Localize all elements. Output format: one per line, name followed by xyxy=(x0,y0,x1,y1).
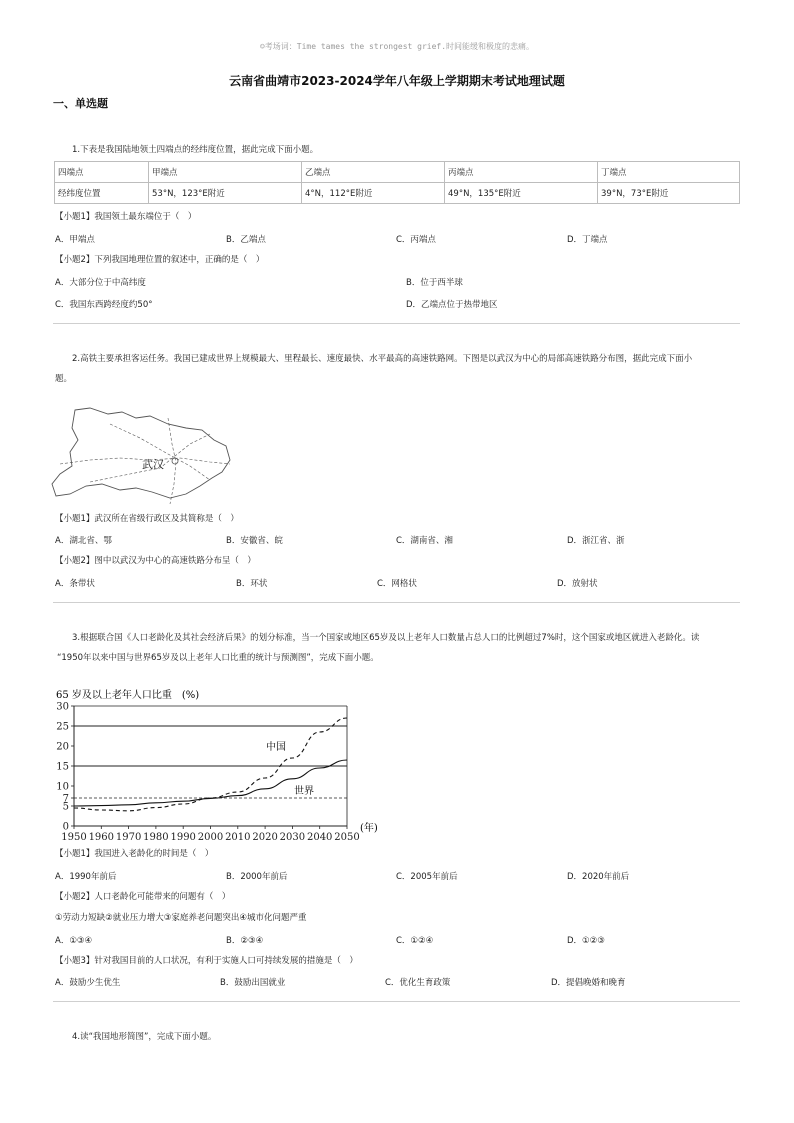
y-tick-label: 30 xyxy=(56,701,69,713)
q3-sub3-question: 【小题3】针对我国目前的人口状况，有利于实施人口可持续发展的措施是（ ） xyxy=(55,956,358,966)
chart-title: 65 岁及以上老年人口比重 (%) xyxy=(56,690,200,701)
q2-sub2-question: 【小题2】图中以武汉为中心的高速铁路分布呈（ ） xyxy=(55,556,256,566)
option-c[interactable]: C．我国东西跨经度约50° xyxy=(55,300,153,310)
table-cell: 39°N，73°E附近 xyxy=(598,183,740,204)
wuhan-marker xyxy=(172,458,178,464)
q3-stem-line1: 3.根据联合国《人口老龄化及其社会经济后果》的划分标准，当一个国家或地区65岁及以上老年人口数量占总人口的比例超过7%时，这个国家或地区就进入老龄化。读 xyxy=(72,633,700,643)
y-tick-label: 25 xyxy=(56,721,69,733)
x-axis-label: (年) xyxy=(360,823,378,834)
q1-stem: 1.下表是我国陆地领土四端点的经纬度位置，据此完成下面小题。 xyxy=(72,145,319,155)
divider xyxy=(53,602,740,603)
option-c[interactable]: C．丙端点 xyxy=(396,235,436,245)
option-b[interactable]: B．乙端点 xyxy=(226,235,266,245)
option-d[interactable]: D．提倡晚婚和晚育 xyxy=(551,978,626,988)
option-c[interactable]: C．湖南省、湘 xyxy=(396,536,453,546)
option-b[interactable]: B．2000年前后 xyxy=(226,872,288,882)
railway-diagonal xyxy=(110,424,210,480)
option-d[interactable]: D．丁端点 xyxy=(567,235,608,245)
x-tick-label: 1990 xyxy=(170,832,196,843)
x-tick-label: 2050 xyxy=(334,832,360,843)
series-label-world: 世界 xyxy=(294,786,314,797)
province-outline xyxy=(52,408,230,498)
table-cell: 丙端点 xyxy=(445,162,598,183)
option-d[interactable]: D．①②③ xyxy=(567,936,605,946)
q1-sub2-question: 【小题2】下列我国地理位置的叙述中，正确的是（ ） xyxy=(55,255,265,265)
table-cell: 经纬度位置 xyxy=(55,183,149,204)
q2-stem-line1: 2.高铁主要承担客运任务。我国已建成世界上规模最大、里程最长、速度最快、水平最高的高速铁路网。下图是以武汉为中心的局部高速铁路分布图，据此完成下面小 xyxy=(72,354,693,364)
option-b[interactable]: B．位于西半球 xyxy=(406,278,463,288)
x-tick-label: 2030 xyxy=(279,832,306,843)
y-tick-label: 20 xyxy=(56,741,69,753)
option-a[interactable]: A．条带状 xyxy=(55,579,95,589)
option-d[interactable]: D．放射状 xyxy=(557,579,598,589)
table-cell: 丁端点 xyxy=(598,162,740,183)
divider xyxy=(53,323,740,324)
q1-table xyxy=(54,161,740,204)
x-tick-label: 2000 xyxy=(197,832,224,843)
header-note: ☺考场词：Time tames the strongest grief.时间能缓和极度的悲痛。 xyxy=(259,42,535,51)
table-cell: 53°N，123°E附近 xyxy=(149,183,302,204)
table-cell: 乙端点 xyxy=(302,162,445,183)
option-c[interactable]: C．优化生育政策 xyxy=(385,978,451,988)
x-tick-label: 1980 xyxy=(143,832,169,843)
option-d[interactable]: D．乙端点位于热带地区 xyxy=(406,300,498,310)
option-b[interactable]: B．鼓励出国就业 xyxy=(220,978,286,988)
q2-stem-line2: 题。 xyxy=(55,374,73,384)
option-a[interactable]: A．大部分位于中高纬度 xyxy=(55,278,146,288)
option-b[interactable]: B．环状 xyxy=(236,579,268,589)
option-d[interactable]: D．2020年前后 xyxy=(567,872,630,882)
table-row xyxy=(55,183,740,204)
series-label-china: 中国 xyxy=(266,742,286,753)
option-a[interactable]: A．甲端点 xyxy=(55,235,95,245)
q3-stem-line2: “1950年以来中国与世界65岁及以上老年人口比重的统计与预测图”，完成下面小题。 xyxy=(57,653,379,663)
section-heading: 一、单选题 xyxy=(53,97,108,110)
option-c[interactable]: C．网格状 xyxy=(377,579,417,589)
q3-sub2-items: ①劳动力短缺②就业压力增大③家庭养老问题突出④城市化问题严重 xyxy=(55,913,307,923)
aging-line-chart xyxy=(52,684,387,844)
table-cell: 4°N，112°E附近 xyxy=(302,183,445,204)
q2-sub1-question: 【小题1】武汉所在省级行政区及其简称是（ ） xyxy=(55,514,239,524)
q4-stem: 4.读“我国地形简图”，完成下面小题。 xyxy=(72,1032,217,1042)
x-tick-label: 1950 xyxy=(61,832,87,843)
railway-map xyxy=(50,404,235,510)
series-line-world xyxy=(74,760,347,806)
table-cell: 四端点 xyxy=(55,162,149,183)
q1-sub1-question: 【小题1】我国领土最东端位于（ ） xyxy=(55,212,197,222)
option-c[interactable]: C．2005年前后 xyxy=(396,872,458,882)
option-a[interactable]: A．湖北省、鄂 xyxy=(55,536,112,546)
y-tick-label: 7 xyxy=(62,793,69,805)
y-tick-label: 10 xyxy=(56,781,69,793)
option-b[interactable]: B．②③④ xyxy=(226,936,264,946)
q3-sub2-question: 【小题2】人口老龄化可能带来的问题有（ ） xyxy=(55,892,231,902)
table-row xyxy=(55,162,740,183)
q3-sub1-question: 【小题1】我国进入老龄化的时间是（ ） xyxy=(55,849,214,859)
option-a[interactable]: A．①③④ xyxy=(55,936,93,946)
option-b[interactable]: B．安徽省、皖 xyxy=(226,536,283,546)
option-c[interactable]: C．①②④ xyxy=(396,936,434,946)
x-tick-label: 2040 xyxy=(306,832,333,843)
map-label-wuhan: 武汉 xyxy=(142,458,164,471)
x-tick-label: 2010 xyxy=(225,832,251,843)
y-tick-label: 15 xyxy=(56,761,69,773)
page-title: 云南省曲靖市2023-2024学年八年级上学期期末考试地理试题 xyxy=(229,74,565,88)
divider xyxy=(53,1001,740,1002)
option-d[interactable]: D．浙江省、浙 xyxy=(567,536,625,546)
table-cell: 49°N，135°E附近 xyxy=(445,183,598,204)
y-tick-label: 5 xyxy=(62,801,69,813)
x-tick-label: 2020 xyxy=(252,832,278,843)
option-a[interactable]: A．鼓励少生优生 xyxy=(55,978,121,988)
table-cell: 甲端点 xyxy=(149,162,302,183)
x-tick-label: 1960 xyxy=(88,832,115,843)
x-tick-label: 1970 xyxy=(115,832,142,843)
option-a[interactable]: A．1990年前后 xyxy=(55,872,117,882)
y-tick-label: 0 xyxy=(62,821,69,833)
